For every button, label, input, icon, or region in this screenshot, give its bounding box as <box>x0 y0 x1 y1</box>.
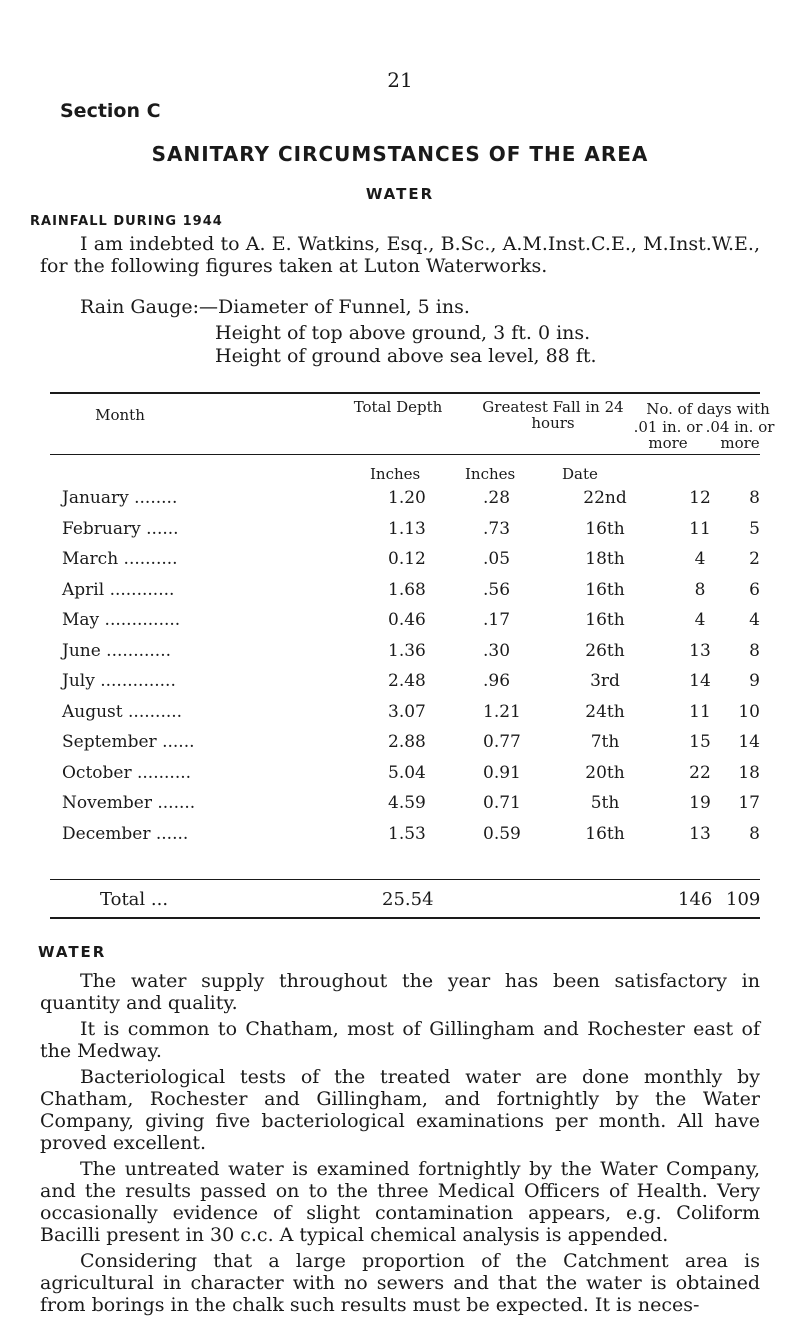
gauge-line-3: Height of ground above sea level, 88 ft. <box>215 345 597 367</box>
table-top-rule <box>50 392 760 394</box>
table-header-rule <box>50 454 760 455</box>
header-d01: .01 in. or more <box>633 418 703 452</box>
cell-total: 1.13 <box>388 518 426 539</box>
intro-paragraph: I am indebted to A. E. Watkins, Esq., B.Sc., A.M.Inst.C.E., M.Inst.W.E., for the following figures taken at Luton Waterworks. <box>40 233 760 277</box>
cell-d01: 13 <box>689 640 711 661</box>
paragraph-5-text: Considering that a large proportion of the Catchment area is agricultural in character with no sewers and that the water is obtained from borings in the chalk such results must be expected. It is neces- <box>40 1250 760 1316</box>
cell-d01: 11 <box>689 518 711 539</box>
total-depth: 25.54 <box>382 889 434 910</box>
page-number: 21 <box>387 68 413 92</box>
water-heading: WATER <box>38 943 107 961</box>
cell-d04: 2 <box>749 549 760 569</box>
cell-month: May .............. <box>62 610 181 630</box>
table-total-rule <box>50 879 760 880</box>
table-row <box>0 641 800 661</box>
cell-month: February ...... <box>62 518 179 539</box>
table-row <box>0 488 800 508</box>
cell-d01: 22 <box>689 762 711 783</box>
cell-d01: 8 <box>694 579 706 600</box>
cell-d04: 8 <box>749 823 760 844</box>
cell-total: 1.53 <box>388 823 426 844</box>
cell-d01: 14 <box>689 671 711 691</box>
cell-d04: 8 <box>749 488 760 508</box>
cell-date: 24th <box>585 701 625 722</box>
unit-date: Date <box>562 465 598 483</box>
cell-total: 1.68 <box>388 579 426 600</box>
section-label: Section C <box>60 100 161 122</box>
cell-date: 5th <box>590 793 620 813</box>
cell-d04: 14 <box>738 732 760 752</box>
cell-fall: 0.71 <box>483 793 521 813</box>
paragraph-2 <box>40 1018 760 1062</box>
cell-fall: .05 <box>483 549 511 569</box>
cell-month: March .......... <box>62 549 178 569</box>
table-row <box>0 549 800 569</box>
cell-fall: 0.59 <box>483 823 521 844</box>
paragraph-3 <box>40 1066 760 1154</box>
cell-fall: .56 <box>483 579 511 600</box>
cell-month: April ............ <box>62 579 175 600</box>
header-total-depth: Total Depth <box>353 398 443 416</box>
cell-month: August .......... <box>62 701 183 722</box>
table-row <box>0 610 800 630</box>
cell-d01: 11 <box>689 701 711 722</box>
table-row <box>0 519 800 539</box>
cell-fall: 1.21 <box>483 701 521 722</box>
header-d04: .04 in. or more <box>705 418 775 452</box>
paragraph-4-text: The untreated water is examined fortnightly by the Water Company, and the results passed on to the three Medical Officers of Health. Very occasionally evidence of slight contamination appears, e.g. Coliform Bacilli present in 30 c.c. A typical chemical analysis is appended. <box>40 1158 760 1246</box>
cell-date: 18th <box>585 549 625 569</box>
gauge-line-1: Rain Gauge:—Diameter of Funnel, 5 ins. <box>80 296 470 318</box>
paragraph-1 <box>40 970 760 1014</box>
total-label: Total ... <box>100 889 169 910</box>
table-row <box>0 671 800 691</box>
table-row <box>0 793 800 813</box>
cell-month: October .......... <box>62 762 192 783</box>
cell-total: 1.36 <box>388 640 426 661</box>
paragraph-3-text: Bacteriological tests of the treated water are done monthly by Chatham, Rochester and Gillingham, and fortnightly by the Water Company, giving five bacteriological examinations per month. All have proved excellent. <box>40 1066 760 1154</box>
cell-d01: 19 <box>689 793 711 813</box>
paragraph-2-text: It is common to Chatham, most of Gillingham and Rochester east of the Medway. <box>40 1018 760 1062</box>
cell-d01: 4 <box>694 610 706 630</box>
cell-fall: .30 <box>483 640 511 661</box>
unit-inches-total: Inches <box>370 465 421 483</box>
cell-total: 3.07 <box>388 701 426 722</box>
unit-inches-fall: Inches <box>465 465 516 483</box>
cell-date: 3rd <box>590 671 620 691</box>
gauge-line-2: Height of top above ground, 3 ft. 0 ins. <box>215 322 591 344</box>
cell-month: June ............ <box>62 640 172 661</box>
cell-month: December ...... <box>62 823 189 844</box>
cell-d04: 5 <box>749 518 760 539</box>
paragraph-4 <box>40 1158 760 1246</box>
cell-date: 16th <box>585 610 625 630</box>
cell-date: 20th <box>585 762 625 783</box>
cell-d01: 13 <box>689 823 711 844</box>
cell-total: 2.88 <box>388 732 426 752</box>
cell-date: 7th <box>590 732 620 752</box>
cell-fall: .17 <box>483 610 511 630</box>
cell-date: 16th <box>585 579 625 600</box>
cell-d04: 17 <box>738 793 760 813</box>
cell-d01: 4 <box>694 549 706 569</box>
cell-month: July .............. <box>62 671 176 691</box>
cell-total: 1.20 <box>388 488 426 508</box>
cell-date: 16th <box>585 823 625 844</box>
cell-month: January ........ <box>62 488 178 508</box>
paragraph-1-text: The water supply throughout the year has been satisfactory in quantity and quality. <box>40 970 760 1014</box>
page-title: SANITARY CIRCUMSTANCES OF THE AREA <box>151 142 649 166</box>
cell-total: 2.48 <box>388 671 426 691</box>
table-bottom-rule <box>50 917 760 919</box>
table-row <box>0 824 800 844</box>
cell-d04: 6 <box>749 579 760 600</box>
cell-month: September ...... <box>62 732 195 752</box>
cell-total: 0.46 <box>388 610 426 630</box>
cell-fall: .28 <box>483 488 511 508</box>
total-d04: 109 <box>726 889 761 910</box>
cell-total: 5.04 <box>388 762 426 783</box>
cell-date: 16th <box>585 518 625 539</box>
table-row <box>0 732 800 752</box>
cell-total: 4.59 <box>388 793 426 813</box>
paragraph-5 <box>40 1250 760 1316</box>
total-d01: 146 <box>678 889 713 910</box>
cell-fall: 0.91 <box>483 762 521 783</box>
cell-total: 0.12 <box>388 549 426 569</box>
table-row <box>0 702 800 722</box>
subtitle: WATER <box>365 185 435 203</box>
header-month: Month <box>95 406 145 424</box>
cell-month: November ....... <box>62 793 196 813</box>
cell-d04: 8 <box>749 640 760 661</box>
cell-fall: .96 <box>483 671 511 691</box>
cell-d04: 18 <box>738 762 760 783</box>
cell-d01: 12 <box>689 488 711 508</box>
cell-fall: .73 <box>483 518 511 539</box>
table-row <box>0 580 800 600</box>
header-greatest-fall: Greatest Fall in 24 hours <box>482 398 624 432</box>
cell-d04: 4 <box>749 610 760 630</box>
cell-d04: 9 <box>749 671 760 691</box>
cell-date: 26th <box>585 640 625 661</box>
header-no-days: No. of days with <box>646 400 770 418</box>
cell-fall: 0.77 <box>483 732 521 752</box>
cell-date: 22nd <box>583 488 627 508</box>
table-row <box>0 763 800 783</box>
cell-d01: 15 <box>689 732 711 752</box>
cell-d04: 10 <box>738 701 760 722</box>
rainfall-heading: RAINFALL DURING 1944 <box>30 214 223 229</box>
